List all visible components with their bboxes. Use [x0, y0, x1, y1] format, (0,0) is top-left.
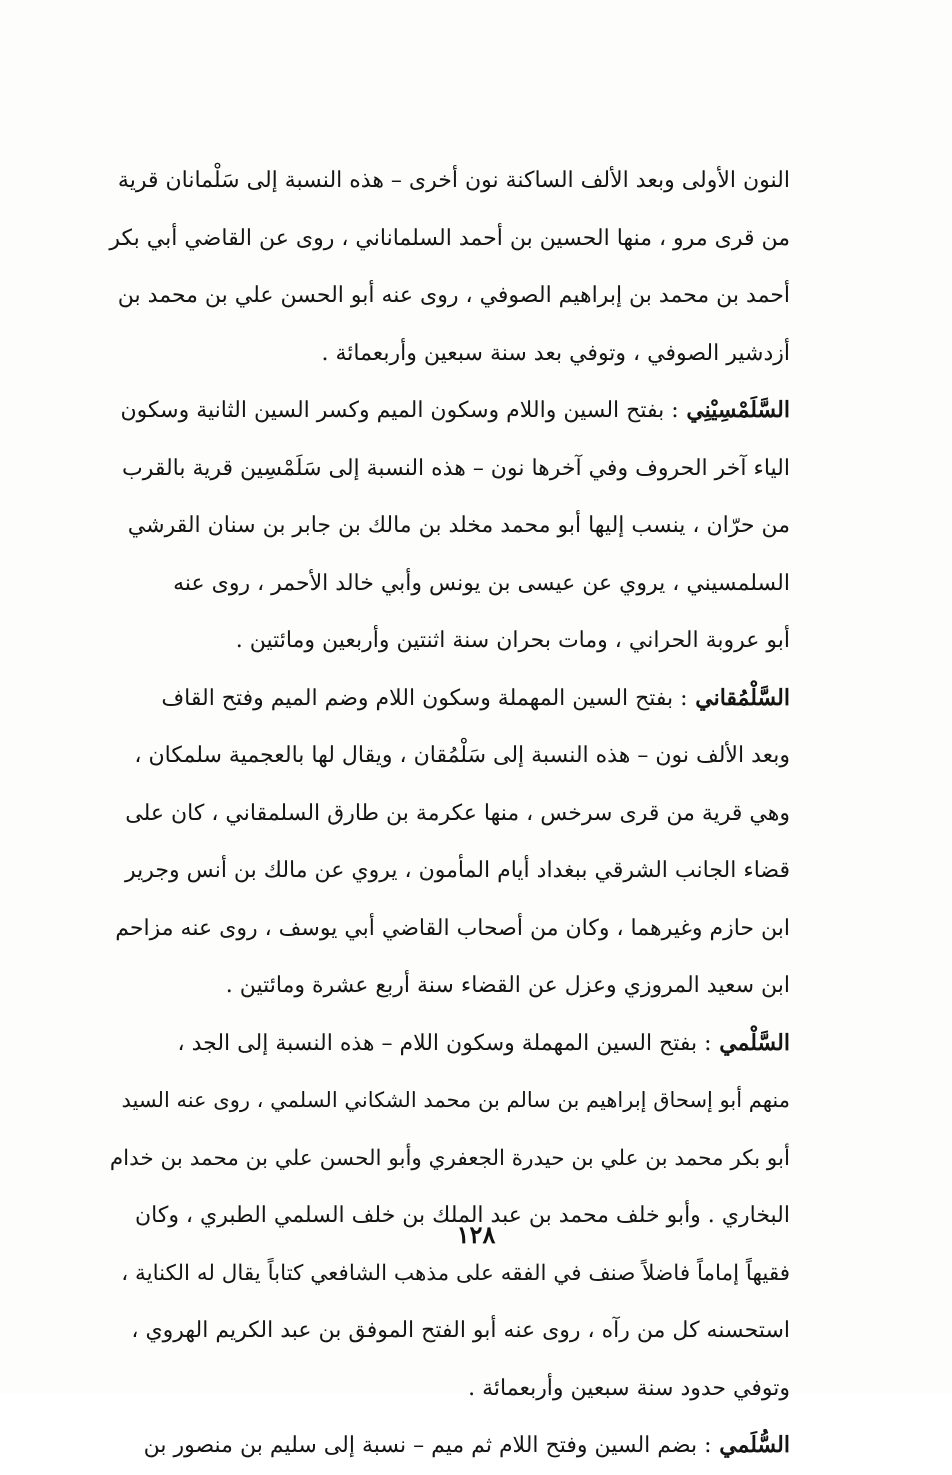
- text-line: النون الأولى وبعد الألف الساكنة نون أخرى – هذه النسبة إلى سَلْمانان قرية: [117, 168, 790, 193]
- text-line: البخاري . وأبو خلف محمد بن عبد الملك بن خلف السلمي الطبري ، وكان: [134, 1203, 790, 1228]
- entry-headword: السُّلَمي: [711, 1432, 790, 1458]
- text-line: الياء آخر الحروف وفي آخرها نون – هذه النسبة إلى سَلَمْسِين قرية بالقرب: [121, 455, 790, 481]
- text-line: السلمسيني ، يروي عن عيسى بن يونس وأبي خالد الأحمر ، روى عنه: [173, 570, 790, 596]
- text-line: ابن سعيد المروزي وعزل عن القضاء سنة أربع عشرة ومائتين .: [225, 973, 790, 998]
- text-line: وتوفي حدود سنة سبعين وأربعمائة .: [468, 1375, 790, 1401]
- entry-headword: السَّلْمي: [711, 1029, 790, 1056]
- entry-headword: السَّلْمُقاني: [687, 684, 790, 711]
- text-line: من قرى مرو ، منها الحسين بن أحمد السلماناني ، روى عن القاضي أبي بكر: [109, 225, 790, 251]
- entry-heading-line: السَّلْمُقاني : بفتح السين المهملة وسكون اللام وضم الميم وفتح القاف: [161, 684, 790, 711]
- text-line: من حرّان ، ينسب إليها أبو محمد مخلد بن مالك بن جابر بن سنان القرشي: [127, 513, 790, 538]
- body-text: [108, 152, 790, 1475]
- text-line: منهم أبو إسحاق إبراهيم بن سالم بن محمد الشكاني السلمي ، روى عنه السيد: [121, 1088, 790, 1112]
- text-line: أحمد بن محمد بن إبراهيم الصوفي ، روى عنه أبو الحسن علي بن محمد بن: [117, 283, 790, 308]
- entry-heading-line: السُّلَمي : بضم السين وفتح اللام ثم ميم – نسبة إلى سليم بن منصور بن: [143, 1432, 790, 1458]
- text-line: أبو عروبة الحراني ، ومات بحران سنة اثنتين وأربعين ومائتين .: [235, 628, 790, 653]
- entry-heading-line: السَّلَمْسِيْنِي : بفتح السين واللام وسكون الميم وكسر السين الثانية وسكون: [120, 397, 790, 423]
- text-line: وهي قرية من قرى سرخس ، منها عكرمة بن طارق السلمقاني ، كان على: [125, 800, 790, 826]
- text-line: فقيهاً إماماً فاضلاً صنف في الفقه على مذهب الشافعي كتاباً يقال له الكناية ،: [121, 1260, 790, 1286]
- text-line: ابن حازم وغيرهما ، وكان من أصحاب القاضي أبي يوسف ، روى عنه مزاحم: [115, 915, 790, 941]
- page-number: ١٢٨: [456, 1220, 496, 1249]
- text-line: أزدشير الصوفي ، وتوفي بعد سنة سبعين وأربعمائة .: [321, 340, 790, 366]
- entry-headword: السَّلَمْسِيْنِي: [678, 397, 790, 423]
- text-line: قضاء الجانب الشرقي ببغداد أيام المأمون ، يروي عن مالك بن أنس وجرير: [125, 858, 790, 883]
- entry-heading-line: السَّلْمي : بفتح السين المهملة وسكون اللام – هذه النسبة إلى الجد ،: [177, 1029, 790, 1056]
- text-line: استحسنه كل من رآه ، روى عنه أبو الفتح الموفق بن عبد الكريم الهروي ،: [131, 1318, 790, 1343]
- text-line: وبعد الألف نون – هذه النسبة إلى سَلْمُقان ، ويقال لها بالعجمية سلمكان ،: [134, 743, 790, 768]
- text-line: أبو بكر محمد بن علي بن حيدرة الجعفري وأبو الحسن علي بن محمد بن خدام: [109, 1145, 790, 1171]
